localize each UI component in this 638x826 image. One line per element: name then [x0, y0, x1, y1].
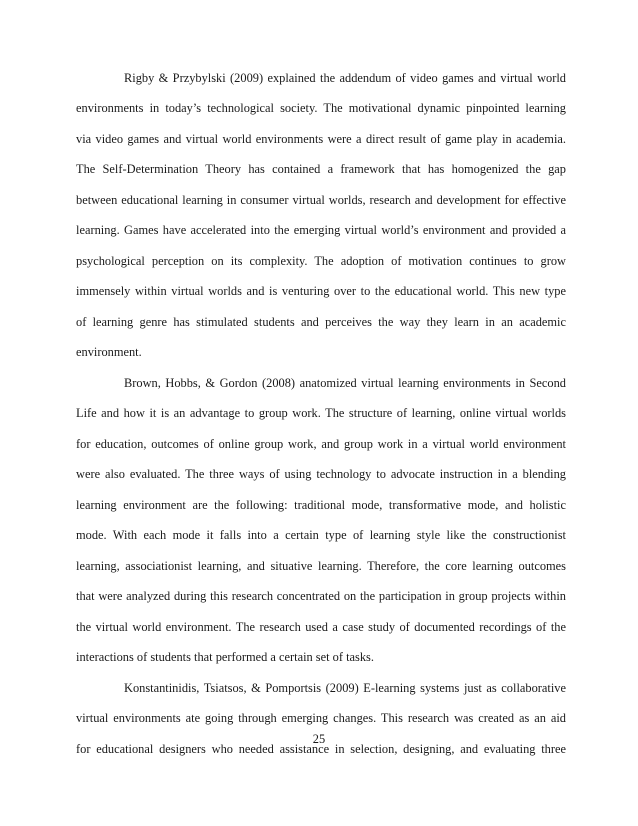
paragraph-1-line-1: Rigby & Przybylski (2009) explained the addendum of video games and virtual world — [124, 71, 566, 85]
paragraph-1-line-2: environments in today’s technological society. The motivational dynamic pinpointed learning — [76, 101, 566, 115]
paragraph-1-line-8: immensely within virtual worlds and is venturing over to the educational world. This new type — [76, 284, 566, 298]
paragraph-1-line-4: The Self-Determination Theory has contained a framework that has homogenized the gap — [76, 162, 566, 176]
paragraph-2-line-6: mode. With each mode it falls into a certain type of learning style like the constructionist — [76, 528, 566, 542]
paragraph-3-line-1: Konstantinidis, Tsiatsos, & Pomportsis (2009) E-learning systems just as collaborative — [124, 681, 566, 695]
paragraph-2-line-9: the virtual world environment. The research used a case study of documented recordings of the — [76, 620, 566, 634]
paragraph-1-line-3: via video games and virtual world environments were a direct result of game play in academia. — [76, 132, 566, 146]
paragraph-1-line-6: learning. Games have accelerated into the emerging virtual world’s environment and provided a — [76, 223, 566, 237]
paragraph-2-line-5: learning environment are the following: traditional mode, transformative mode, and holistic — [76, 498, 566, 512]
paragraph-2-line-8: that were analyzed during this research concentrated on the participation in group projects within — [76, 589, 566, 603]
paragraph-1-line-9: of learning genre has stimulated students and perceives the way they learn in an academic — [76, 315, 566, 329]
paragraph-2-line-7: learning, associationist learning, and situative learning. Therefore, the core learning outcomes — [76, 559, 566, 573]
page-number: 25 — [312, 732, 326, 746]
paragraph-2-line-2: Life and how it is an advantage to group work. The structure of learning, online virtual worlds — [76, 406, 566, 420]
paragraph-2-line-4: were also evaluated. The three ways of using technology to advocate instruction in a blending — [76, 467, 566, 481]
paragraph-2-line-3: for education, outcomes of online group work, and group work in a virtual world environment — [76, 437, 566, 451]
paragraph-1-line-5: between educational learning in consumer virtual worlds, research and development for effective — [76, 193, 566, 207]
paragraph-2-line-1: Brown, Hobbs, & Gordon (2008) anatomized virtual learning environments in Second — [124, 376, 566, 390]
paragraph-3-line-3: for educational designers who needed assistance in selection, designing, and evaluating three — [76, 742, 566, 756]
paragraph-3-line-2: virtual environments ate going through emerging changes. This research was created as an aid — [76, 711, 566, 725]
paragraph-2-line-10: interactions of students that performed a certain set of tasks. — [76, 650, 374, 664]
paragraph-1-line-10: environment. — [76, 345, 142, 359]
paragraph-1-line-7: psychological perception on its complexity. The adoption of motivation continues to grow — [76, 254, 566, 268]
